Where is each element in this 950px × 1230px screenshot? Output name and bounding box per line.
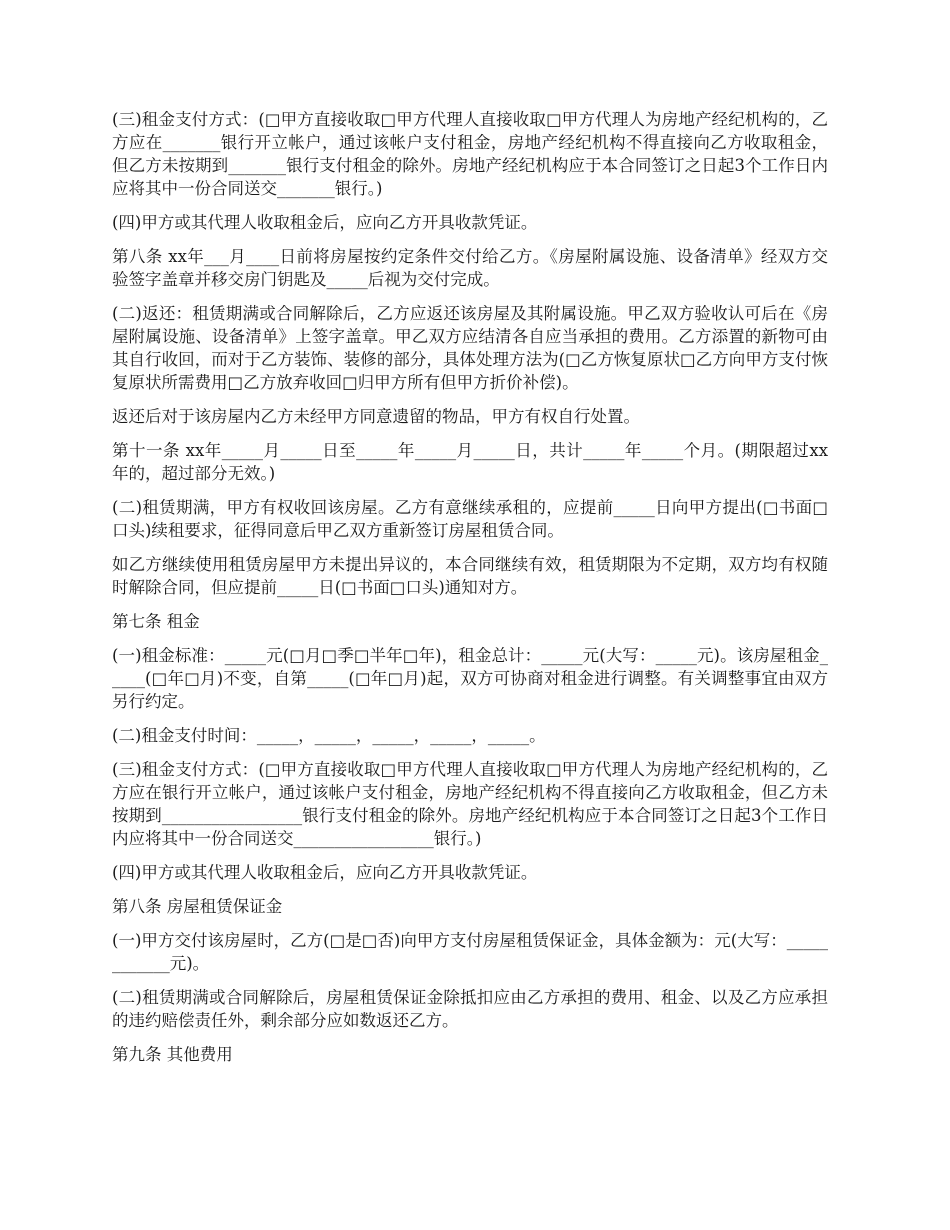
heading-article-8-deposit: 第八条 房屋租赁保证金 bbox=[112, 897, 283, 916]
paragraph-receipt: (四)甲方或其代理人收取租金后，应向乙方开具收款凭证。 bbox=[112, 213, 538, 232]
paragraph-left-items: 返还后对于该房屋内乙方未经甲方同意遗留的物品，甲方有权自行处置。 bbox=[112, 407, 640, 426]
paragraph-article-11-term: 第十一条 xx年_____月_____日至_____年_____月_____日，共计_____年_____个月。(期限超过xx年的，超过部分无效。) bbox=[112, 441, 828, 483]
paragraph-rent-payment-method-2: (三)租金支付方式：(□甲方直接收取□甲方代理人直接收取□甲方代理人为房地产经纪机构的，乙方应在银行开立帐户，通过该帐户支付租金，房地产经纪机构不得直接向乙方收取租金，但乙方未按期到_________________银行支付租金的除外。房地产经纪机构应于本合同签订之日起3个工作日内应将其中一份合同送交_________________银行。) bbox=[112, 760, 828, 848]
paragraph-receipt-2: (四)甲方或其代理人收取租金后，应向乙方开具收款凭证。 bbox=[112, 863, 538, 882]
document-page bbox=[112, 108, 828, 1077]
heading-article-9-other-fees: 第九条 其他费用 bbox=[112, 1045, 233, 1064]
paragraph-lease-expiry: (二)租赁期满，甲方有权收回该房屋。乙方有意继续承租的，应提前_____日向甲方提出(□书面□口头)续租要求，征得同意后甲乙双方重新签订房屋租赁合同。 bbox=[112, 498, 828, 540]
heading-article-7-rent: 第七条 租金 bbox=[112, 612, 200, 631]
paragraph-rent-payment-method: (三)租金支付方式：(□甲方直接收取□甲方代理人直接收取□甲方代理人为房地产经纪机构的，乙方应在_______银行开立帐户，通过该帐户支付租金，房地产经纪机构不得直接向乙方收取租金，但乙方未按期到_______银行支付租金的除外。房地产经纪机构应于本合同签订之日起3个工作日内应将其中一份合同送交_______银行。) bbox=[112, 110, 828, 198]
paragraph-continued-use: 如乙方继续使用租赁房屋甲方未提出异议的，本合同继续有效，租赁期限为不定期，双方均有权随时解除合同，但应提前_____日(□书面□口头)通知对方。 bbox=[112, 555, 828, 597]
paragraph-deposit-return: (二)租赁期满或合同解除后，房屋租赁保证金除抵扣应由乙方承担的费用、租金、以及乙方应承担的违约赔偿责任外，剩余部分应如数返还乙方。 bbox=[112, 988, 828, 1030]
paragraph-article-8-delivery: 第八条 xx年___月____日前将房屋按约定条件交付给乙方。《房屋附属设施、设备清单》经双方交验签字盖章并移交房门钥匙及_____后视为交付完成。 bbox=[112, 247, 828, 289]
paragraph-return: (二)返还：租赁期满或合同解除后，乙方应返还该房屋及其附属设施。甲乙双方验收认可后在《房屋附属设施、设备清单》上签字盖章。甲乙双方应结清各自应当承担的费用。乙方添置的新物可由其自行收回，而对于乙方装饰、装修的部分，具体处理方法为(□乙方恢复原状□乙方向甲方支付恢复原状所需费用□乙方放弃收回□归甲方所有但甲方折价补偿)。 bbox=[112, 304, 828, 392]
paragraph-rent-payment-time: (二)租金支付时间：_____，_____，_____，_____，_____。 bbox=[112, 726, 546, 745]
paragraph-deposit-amount: (一)甲方交付该房屋时，乙方(□是□否)向甲方支付房屋租赁保证金，具体金额为：元(大写：____________元)。 bbox=[112, 931, 828, 973]
paragraph-rent-standard: (一)租金标准：_____元(□月□季□半年□年)，租金总计：_____元(大写：_____元)。该房屋租金_____(□年□月)不变，自第_____(□年□月)起，双方可协商对租金进行调整。有关调整事宜由双方另行约定。 bbox=[112, 646, 828, 711]
